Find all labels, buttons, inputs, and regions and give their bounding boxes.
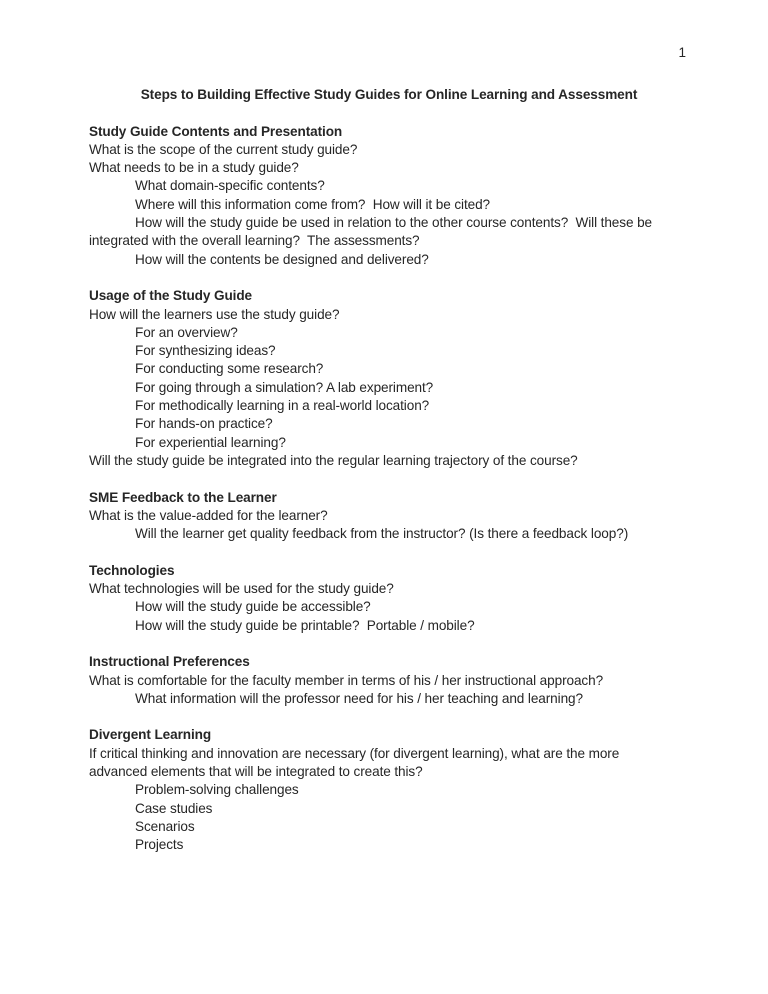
section-line-indented: For going through a simulation? A lab experiment? <box>135 379 434 395</box>
section-line: What needs to be in a study guide? <box>89 160 299 176</box>
section-line: What is the value-added for the learner? <box>89 507 328 523</box>
section-line: What is comfortable for the faculty member in terms of his / her instructional approach? <box>89 672 604 688</box>
section-spacer <box>89 269 679 287</box>
document-section <box>89 726 679 854</box>
section-line-indented: Scenarios <box>135 818 195 834</box>
section-line-indented: For conducting some research? <box>135 361 324 377</box>
section-line-indented: How will the study guide be accessible? <box>135 599 371 615</box>
section-heading: Usage of the Study Guide <box>89 288 253 304</box>
section-spacer <box>89 543 679 561</box>
section-line: What technologies will be used for the study guide? <box>89 581 394 597</box>
section-line: How will the learners use the study guide? <box>89 306 340 322</box>
section-line-indented: For synthesizing ideas? <box>135 343 276 359</box>
section-heading: Technologies <box>89 562 175 578</box>
document-section <box>89 653 679 708</box>
section-heading: SME Feedback to the Learner <box>89 489 277 505</box>
section-heading: Divergent Learning <box>89 727 212 743</box>
section-line-indented: How will the study guide be used in relation to the other course contents? Will these be integrated with the overall learning? The assessments? <box>89 215 656 249</box>
section-line-indented: Problem-solving challenges <box>135 782 299 798</box>
section-line-indented: Projects <box>135 837 184 853</box>
section-spacer <box>89 635 679 653</box>
document-section <box>89 489 679 544</box>
section-line-indented: How will the contents be designed and delivered? <box>135 251 429 267</box>
section-line: Will the study guide be integrated into the regular learning trajectory of the course? <box>89 452 578 468</box>
section-line: What is the scope of the current study guide? <box>89 141 358 157</box>
section-line-indented: What domain-specific contents? <box>135 178 325 194</box>
section-line: If critical thinking and innovation are necessary (for divergent learning), what are the more advanced elements that will be integrated to create this? <box>89 745 623 779</box>
section-line-indented: Where will this information come from? How will it be cited? <box>135 196 491 212</box>
section-line-indented: For hands-on practice? <box>135 416 273 432</box>
section-line-indented: For experiential learning? <box>135 434 286 450</box>
section-line-indented: Case studies <box>135 800 213 816</box>
section-heading: Study Guide Contents and Presentation <box>89 123 343 139</box>
document-body <box>89 86 679 854</box>
section-line-indented: For methodically learning in a real-world location? <box>135 398 430 414</box>
section-line-indented: How will the study guide be printable? Portable / mobile? <box>135 617 475 633</box>
sections-container <box>89 123 679 855</box>
document-section <box>89 123 679 269</box>
section-line-indented: What information will the professor need for his / her teaching and learning? <box>135 690 583 706</box>
section-line-indented: Will the learner get quality feedback from the instructor? (Is there a feedback loop?) <box>135 526 629 542</box>
section-spacer <box>89 708 679 726</box>
document-section <box>89 562 679 635</box>
document-title: Steps to Building Effective Study Guides for Online Learning and Assessment <box>140 87 638 102</box>
section-heading: Instructional Preferences <box>89 654 250 670</box>
page-number: 1 <box>678 45 686 60</box>
section-spacer <box>89 470 679 488</box>
document-section <box>89 287 679 470</box>
section-line-indented: For an overview? <box>135 324 238 340</box>
